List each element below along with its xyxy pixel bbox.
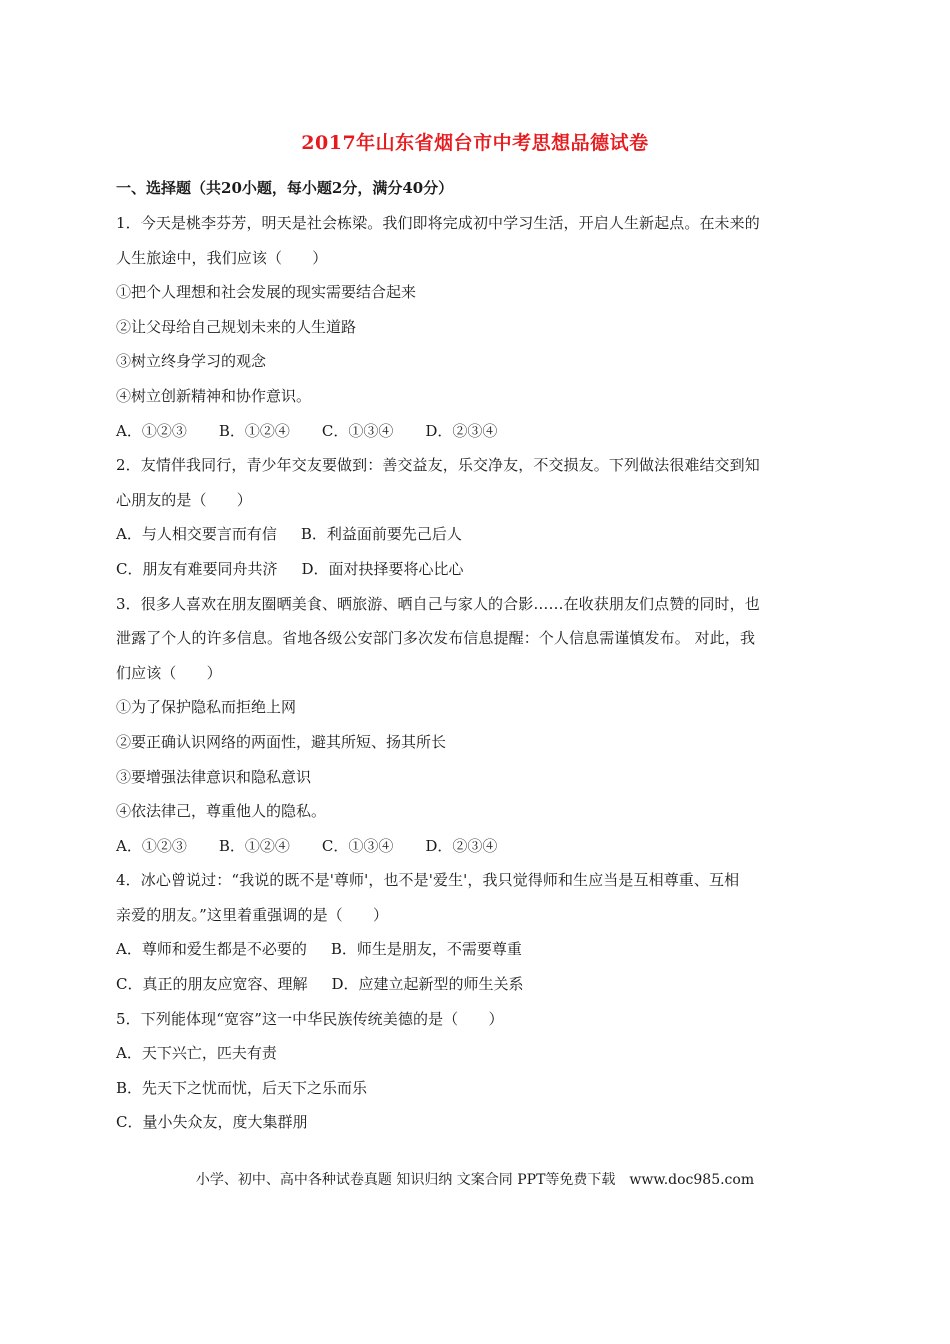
answer-option: B．先天下之忧而忧，后天下之乐而乐 [116, 1078, 368, 1097]
answer-option: A．天下兴亡，匹夫有责 [116, 1044, 277, 1063]
statement-item: ③树立终身学习的观念 [116, 352, 267, 371]
answer-option: A．①②③ [116, 421, 187, 440]
question-stem-line: 人生旅途中，我们应该（ ） [116, 248, 328, 267]
statement-item: ②要正确认识网络的两面性，避其所短、扬其所长 [116, 732, 447, 751]
question-stem-line: 亲爱的朋友。”这里着重强调的是（ ） [116, 905, 389, 924]
question-stem-line: 2．友情伴我同行，青少年交友要做到：善交益友，乐交净友，不交损友。下列做法很难结交到知 [116, 456, 760, 475]
answer-option: A．①②③ [116, 836, 187, 855]
answer-option: D．面对抉择要将心比心 [301, 559, 464, 578]
section-heading: 一、选择题（共20小题，每小题2分，满分40分） [116, 179, 454, 197]
answer-options-row [116, 414, 838, 449]
answer-option: D．②③④ [425, 836, 498, 855]
question-stem-line: 心朋友的是（ ） [116, 490, 252, 509]
page-title: 2017年山东省烟台市中考思想品德试卷 [301, 132, 649, 154]
answer-option: C．量小失众友，度大集群朋 [116, 1113, 308, 1132]
statement-item: ④树立创新精神和协作意识。 [116, 386, 312, 405]
question-stem-line: 5．下列能体现“宽容”这一中华民族传统美德的是（ ） [116, 1009, 504, 1028]
answer-option: B．师生是朋友，不需要尊重 [330, 940, 522, 959]
question-stem-line: 4．冰心曾说过：“我说的既不是'尊师'，也不是'爱生'，我只觉得师和生应当是互相尊重、互相 [116, 871, 740, 890]
answer-options-row [116, 552, 838, 587]
question-3 [116, 587, 838, 864]
question-2 [116, 448, 838, 586]
page-footer: 小学、初中、高中各种试卷真题 知识归纳 文案合同 PPT等免费下载 www.doc985.com [195, 1172, 755, 1188]
answer-options-row [116, 517, 838, 552]
answer-option: C．①③④ [321, 421, 394, 440]
answer-options-row [116, 932, 838, 967]
answer-option: D．②③④ [425, 421, 498, 440]
question-stem-line: 泄露了个人的许多信息。省地各级公安部门多次发布信息提醒：个人信息需谨慎发布。 对此，我 [116, 629, 756, 648]
statement-item: ①为了保护隐私而拒绝上网 [116, 698, 297, 717]
question-1 [116, 206, 838, 448]
answer-options-row [116, 829, 838, 864]
statement-item: ②让父母给自己规划未来的人生道路 [116, 317, 357, 336]
answer-option: C．①③④ [321, 836, 394, 855]
statement-item: ①把个人理想和社会发展的现实需要结合起来 [116, 283, 417, 302]
answer-option: A．与人相交要言而有信 [116, 525, 277, 544]
question-stem-line: 3．很多人喜欢在朋友圈晒美食、晒旅游、晒自己与家人的合影……在收获朋友们点赞的同时，也 [116, 594, 760, 613]
answer-option: C．朋友有难要同舟共济 [116, 559, 278, 578]
statement-item: ③要增强法律意识和隐私意识 [116, 767, 312, 786]
exam-content [116, 170, 838, 1140]
answer-option: B．利益面前要先己后人 [300, 525, 462, 544]
question-4 [116, 863, 838, 1001]
question-stem-line: 们应该（ ） [116, 663, 222, 682]
answer-option: A．尊师和爱生都是不必要的 [116, 940, 307, 959]
answer-option: B．①②④ [218, 836, 290, 855]
answer-option: D．应建立起新型的师生关系 [331, 975, 524, 994]
answer-option: B．①②④ [218, 421, 290, 440]
question-stem-line: 1．今天是桃李芬芳，明天是社会栋梁。我们即将完成初中学习生活，开启人生新起点。在未来的 [116, 214, 760, 232]
question-5 [116, 1002, 838, 1140]
answer-options-row [116, 967, 838, 1002]
statement-item: ④依法律己，尊重他人的隐私。 [116, 802, 327, 821]
answer-option: C．真正的朋友应宽容、理解 [116, 975, 308, 994]
